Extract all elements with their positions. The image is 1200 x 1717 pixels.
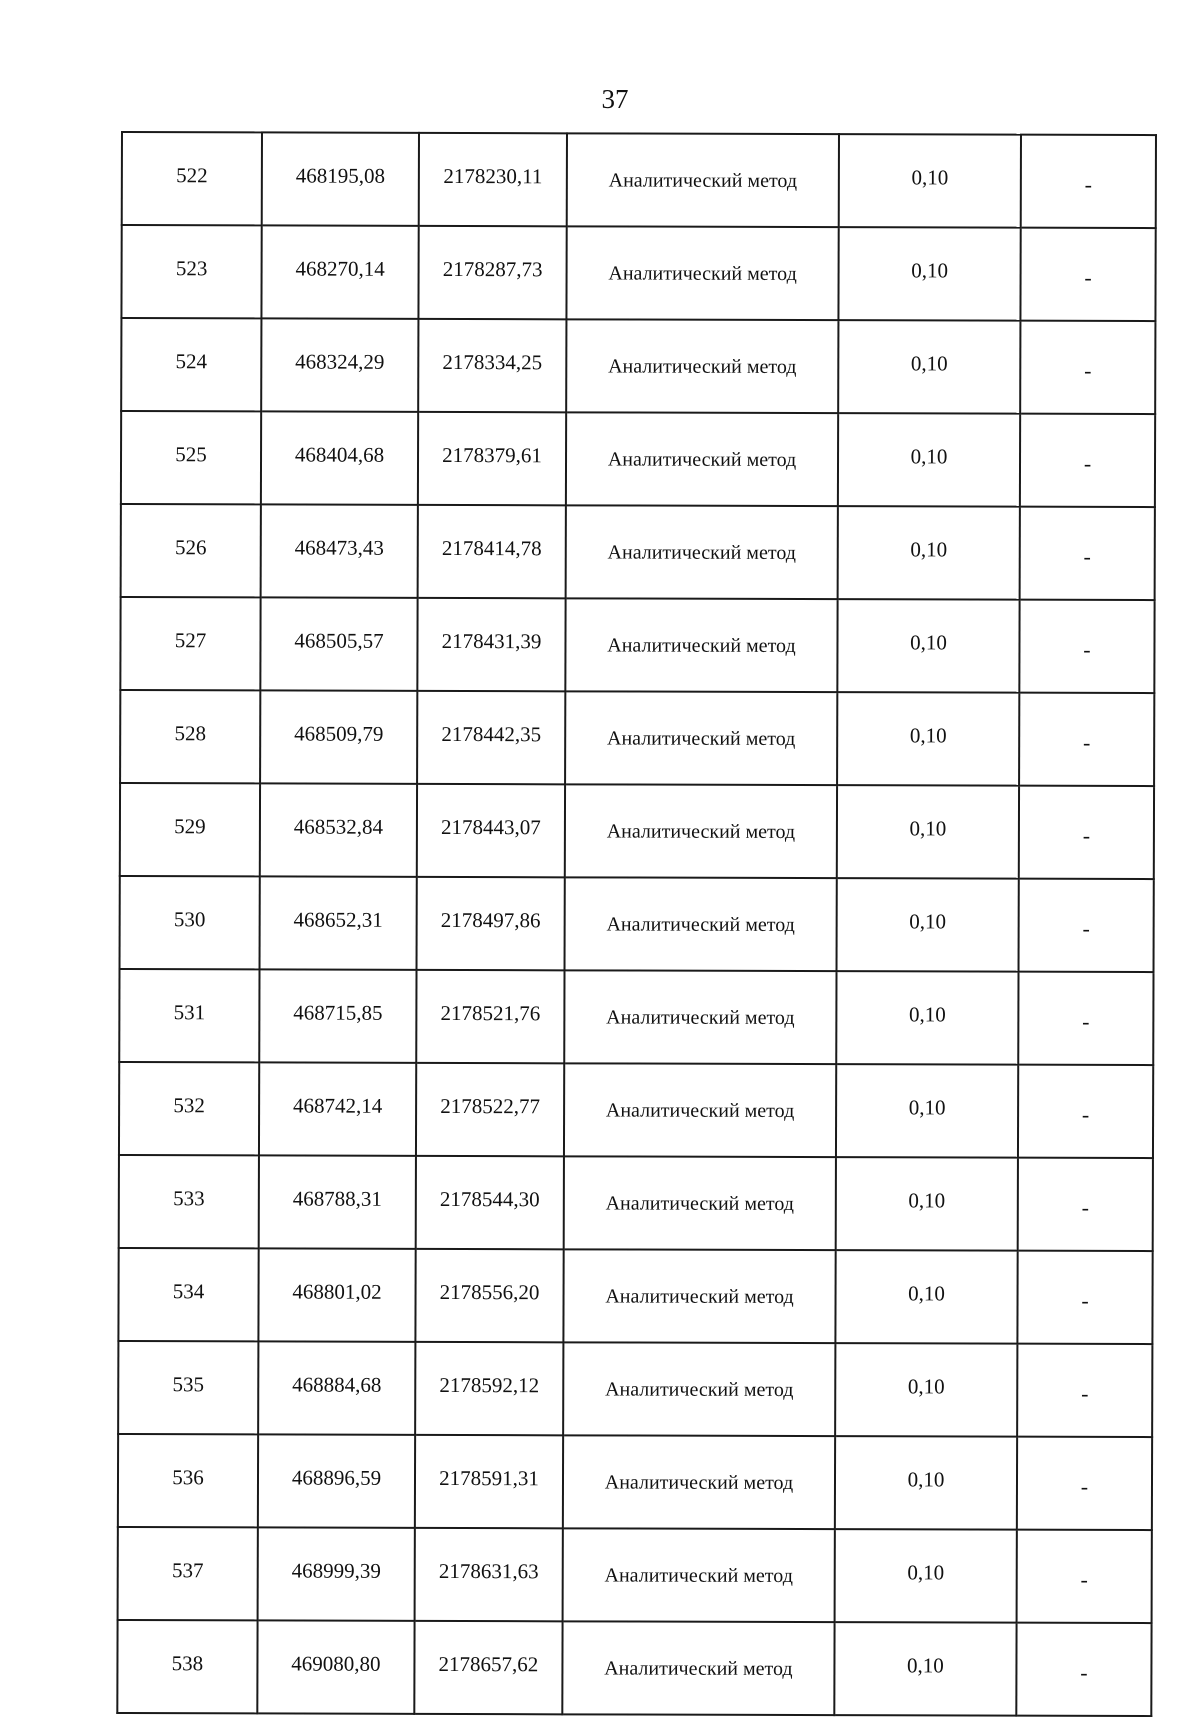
accuracy-cell: 0,10 — [835, 1436, 1017, 1530]
point-number-cell: 536 — [118, 1434, 258, 1527]
point-number-cell: 522 — [122, 132, 262, 225]
table-row — [121, 225, 1155, 321]
table-row — [121, 318, 1155, 414]
table-row — [120, 876, 1154, 972]
coordinates-table — [116, 131, 1157, 1717]
coordinate-y-cell: 2178522,77 — [416, 1063, 564, 1156]
note-cell: - — [1021, 135, 1156, 228]
accuracy-cell: 0,10 — [837, 599, 1019, 693]
accuracy-cell: 0,10 — [838, 320, 1020, 414]
point-number-cell: 532 — [119, 1062, 259, 1155]
coordinate-x-cell: 468509,79 — [260, 690, 417, 783]
coordinate-y-cell: 2178497,86 — [417, 877, 565, 970]
method-cell: Аналитический метод — [565, 598, 837, 692]
coordinate-y-cell: 2178544,30 — [416, 1156, 564, 1249]
point-number-cell: 529 — [120, 783, 260, 876]
point-number-cell: 526 — [121, 504, 261, 597]
method-cell: Аналитический метод — [565, 784, 837, 878]
accuracy-cell: 0,10 — [837, 692, 1019, 786]
coordinate-x-cell: 469080,80 — [257, 1620, 414, 1713]
point-number-cell: 538 — [117, 1620, 257, 1713]
point-number-cell: 530 — [120, 876, 260, 969]
method-cell: Аналитический метод — [567, 133, 839, 227]
point-number-cell: 535 — [118, 1341, 258, 1434]
coordinate-y-cell: 2178287,73 — [418, 226, 566, 319]
coordinate-x-cell: 468505,57 — [260, 597, 417, 690]
coordinate-y-cell: 2178442,35 — [417, 691, 565, 784]
table-row — [118, 1527, 1152, 1623]
coordinate-y-cell: 2178521,76 — [416, 970, 564, 1063]
coordinate-x-cell: 468473,43 — [261, 504, 418, 597]
accuracy-cell: 0,10 — [838, 413, 1020, 507]
accuracy-cell: 0,10 — [838, 506, 1020, 600]
method-cell: Аналитический метод — [566, 319, 838, 413]
coordinate-y-cell: 2178591,31 — [415, 1435, 563, 1528]
note-cell: - — [1018, 1065, 1153, 1158]
method-cell: Аналитический метод — [563, 1342, 835, 1436]
table-row — [122, 132, 1156, 228]
coordinate-y-cell: 2178657,62 — [414, 1621, 562, 1714]
coordinate-x-cell: 468884,68 — [258, 1341, 415, 1434]
note-cell: - — [1016, 1623, 1151, 1716]
coordinate-x-cell: 468270,14 — [261, 225, 418, 318]
coordinate-x-cell: 468652,31 — [260, 876, 417, 969]
coordinate-x-cell: 468715,85 — [259, 969, 416, 1062]
coordinate-y-cell: 2178379,61 — [418, 412, 566, 505]
note-cell: - — [1020, 414, 1155, 507]
table-row — [120, 690, 1154, 786]
note-cell: - — [1017, 1251, 1152, 1344]
coordinate-x-cell: 468324,29 — [261, 318, 418, 411]
coordinate-y-cell: 2178592,12 — [415, 1342, 563, 1435]
accuracy-cell: 0,10 — [837, 785, 1019, 879]
accuracy-cell: 0,10 — [835, 1343, 1017, 1437]
point-number-cell: 534 — [118, 1248, 258, 1341]
table-body — [117, 132, 1156, 1716]
table-row — [121, 411, 1155, 507]
method-cell: Аналитический метод — [564, 970, 836, 1064]
page-number: 37 — [601, 84, 629, 114]
method-cell: Аналитический метод — [566, 412, 838, 506]
table-row — [119, 1155, 1153, 1251]
accuracy-cell: 0,10 — [835, 1529, 1017, 1623]
coordinate-x-cell: 468532,84 — [260, 783, 417, 876]
note-cell: - — [1020, 228, 1155, 321]
note-cell: - — [1018, 1158, 1153, 1251]
coordinate-x-cell: 468195,08 — [262, 132, 419, 225]
table-row — [120, 783, 1154, 879]
accuracy-cell: 0,10 — [835, 1250, 1017, 1344]
method-cell: Аналитический метод — [563, 1435, 835, 1529]
table-row — [118, 1248, 1152, 1344]
coordinate-x-cell: 468404,68 — [261, 411, 418, 504]
coordinate-y-cell: 2178230,11 — [419, 133, 567, 226]
note-cell: - — [1018, 972, 1153, 1065]
table-row — [119, 969, 1153, 1065]
method-cell: Аналитический метод — [566, 226, 838, 320]
coordinate-x-cell: 468896,59 — [258, 1434, 415, 1527]
accuracy-cell: 0,10 — [837, 878, 1019, 972]
coordinate-x-cell: 468801,02 — [258, 1248, 415, 1341]
method-cell: Аналитический метод — [565, 877, 837, 971]
method-cell: Аналитический метод — [564, 1156, 836, 1250]
method-cell: Аналитический метод — [563, 1528, 835, 1622]
coordinate-y-cell: 2178334,25 — [418, 319, 566, 412]
table-row — [118, 1434, 1152, 1530]
point-number-cell: 531 — [119, 969, 259, 1062]
note-cell: - — [1017, 1530, 1152, 1623]
accuracy-cell: 0,10 — [839, 134, 1021, 228]
accuracy-cell: 0,10 — [836, 1157, 1018, 1251]
point-number-cell: 527 — [120, 597, 260, 690]
coordinate-x-cell: 468788,31 — [259, 1155, 416, 1248]
note-cell: - — [1020, 507, 1155, 600]
coordinate-y-cell: 2178431,39 — [417, 598, 565, 691]
table-row — [121, 504, 1155, 600]
note-cell: - — [1020, 321, 1155, 414]
coordinate-x-cell: 468999,39 — [258, 1527, 415, 1620]
note-cell: - — [1019, 693, 1154, 786]
coordinate-y-cell: 2178556,20 — [415, 1249, 563, 1342]
note-cell: - — [1017, 1437, 1152, 1530]
point-number-cell: 524 — [121, 318, 261, 411]
method-cell: Аналитический метод — [564, 1063, 836, 1157]
point-number-cell: 525 — [121, 411, 261, 504]
point-number-cell: 523 — [121, 225, 261, 318]
accuracy-cell: 0,10 — [836, 1064, 1018, 1158]
accuracy-cell: 0,10 — [838, 227, 1020, 321]
point-number-cell: 537 — [118, 1527, 258, 1620]
note-cell: - — [1019, 600, 1154, 693]
note-cell: - — [1019, 879, 1154, 972]
accuracy-cell: 0,10 — [834, 1622, 1016, 1716]
coordinate-x-cell: 468742,14 — [259, 1062, 416, 1155]
method-cell: Аналитический метод — [562, 1621, 834, 1715]
point-number-cell: 528 — [120, 690, 260, 783]
table-row — [120, 597, 1154, 693]
coordinate-y-cell: 2178443,07 — [417, 784, 565, 877]
method-cell: Аналитический метод — [566, 505, 838, 599]
table-row — [118, 1341, 1152, 1437]
method-cell: Аналитический метод — [565, 691, 837, 785]
coordinate-y-cell: 2178631,63 — [415, 1528, 563, 1621]
accuracy-cell: 0,10 — [836, 971, 1018, 1065]
note-cell: - — [1017, 1344, 1152, 1437]
table-row — [117, 1620, 1151, 1716]
point-number-cell: 533 — [119, 1155, 259, 1248]
method-cell: Аналитический метод — [563, 1249, 835, 1343]
coordinate-y-cell: 2178414,78 — [418, 505, 566, 598]
note-cell: - — [1019, 786, 1154, 879]
table-row — [119, 1062, 1153, 1158]
